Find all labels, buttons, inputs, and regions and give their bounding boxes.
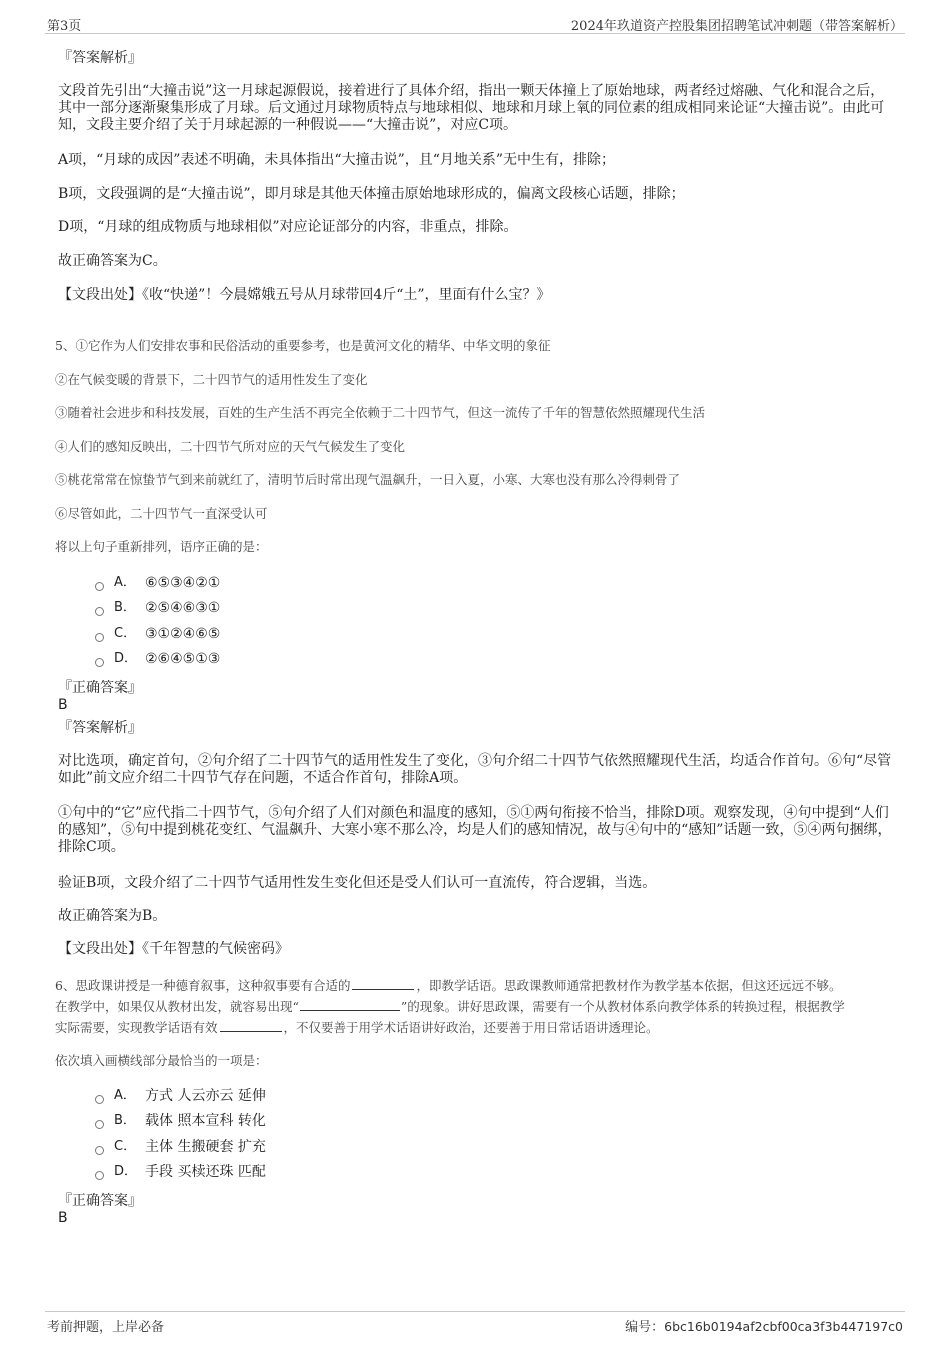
q4-source: 【文段出处】《收“快递”！今晨嫦娥五号从月球带回4斤“土”，里面有什么宝？》 xyxy=(58,287,551,303)
radio-icon[interactable] xyxy=(95,1146,104,1155)
q6-stem-line-1: 6、思政课讲授是一种德育叙事，这种叙事要有合适的 ，即教学话语。思政课教师通常把教材作为教学基本依据，但这还远远不够。 xyxy=(55,978,842,993)
q5-analysis-label: 『答案解析』 xyxy=(58,720,142,736)
document-title: 2024年玖道资产控股集团招聘笔试冲刺题（带答案解析） xyxy=(570,19,903,34)
q5-option-d[interactable] xyxy=(95,649,220,669)
option-text: 主体 生搬硬套 扩充 xyxy=(145,1139,266,1155)
q5-sentence-5: ⑤桃花常常在惊蛰节气到来前就红了，清明节后时常出现气温飙升，一日入夏，小寒、大寒也没有那么冷得刺骨了 xyxy=(55,472,681,487)
q6-blank-3 xyxy=(220,1019,282,1032)
option-letter: C． xyxy=(114,626,137,641)
footer-divider xyxy=(45,1311,905,1312)
q5-option-b[interactable] xyxy=(95,598,220,618)
option-text: 方式 人云亦云 延伸 xyxy=(145,1088,266,1104)
footer-slogan: 考前押题，上岸必备 xyxy=(47,1320,165,1335)
option-letter: B． xyxy=(114,1113,136,1128)
q4-analysis-paragraph: 文段首先引出“大撞击说”这一月球起源假说，接着进行了具体介绍，指出一颗天体撞上了原始地球，两者经过熔融、气化和混合之后，其中一部分逐渐聚集形成了月球。后文通过月球物质特点与地球相似、地球和月球上氧的同位素的组成相同来论证“大撞击说”。由此可知，文段主要介绍了关于月球起源的一种假说——“大撞击说”，对应C项。 xyxy=(58,83,885,133)
footer-code xyxy=(625,1316,903,1335)
option-letter: A． xyxy=(114,575,136,590)
option-letter: C． xyxy=(114,1139,137,1154)
q6-answer-label: 『正确答案』 xyxy=(58,1193,142,1209)
q4-analysis-option-b: B项，文段强调的是“大撞击说”，即月球是其他天体撞击原始地球形成的，偏离文段核心话题，排除； xyxy=(58,186,685,202)
q6-option-b[interactable] xyxy=(95,1111,266,1131)
q6-option-c[interactable] xyxy=(95,1137,266,1157)
q5-option-c[interactable] xyxy=(95,624,220,644)
option-text: ②⑥④⑤①③ xyxy=(145,651,221,667)
option-text: 手段 买椟还珠 匹配 xyxy=(145,1164,266,1180)
page-number: 第3页 xyxy=(47,19,82,34)
q5-source: 【文段出处】《千年智慧的气候密码》 xyxy=(58,941,289,957)
q5-analysis-paragraph-1: 对比选项，确定首句，②句介绍了二十四节气的适用性发生了变化，③句介绍二十四节气依然照耀现代生活，均适合作首句。⑥句“尽管如此”前文应介绍二十四节气存在问题，不适合作首句，排除A项。 xyxy=(58,753,892,786)
option-letter: B． xyxy=(114,600,136,615)
option-letter: D． xyxy=(114,651,138,666)
radio-icon[interactable] xyxy=(95,1120,104,1129)
q4-analysis-label: 『答案解析』 xyxy=(58,50,142,66)
radio-icon[interactable] xyxy=(95,1095,104,1104)
q5-answer-label: 『正确答案』 xyxy=(58,680,142,696)
q4-analysis-option-a: A项，“月球的成因”表述不明确，未具体指出“大撞击说”，且“月地关系”无中生有，排除； xyxy=(58,152,616,168)
radio-icon[interactable] xyxy=(95,582,104,591)
q5-sentence-4: ④人们的感知反映出，二十四节气所对应的天气气候发生了变化 xyxy=(55,439,406,454)
footer-code-value: 6bc16b0194af2cbf00ca3f3b447197c0 xyxy=(664,1319,903,1334)
option-letter: D． xyxy=(114,1164,138,1179)
q6-blank-2 xyxy=(300,998,400,1011)
q6-option-d[interactable] xyxy=(95,1162,266,1182)
radio-icon[interactable] xyxy=(95,633,104,642)
q4-analysis-option-d: D项，“月球的组成物质与地球相似”对应论证部分的内容，非重点，排除。 xyxy=(58,219,518,235)
q5-option-a[interactable] xyxy=(95,573,220,593)
q5-prompt: 将以上句子重新排列，语序正确的是： xyxy=(55,539,268,554)
radio-icon[interactable] xyxy=(95,1171,104,1180)
q5-conclusion: 故正确答案为B。 xyxy=(58,908,167,924)
q5-sentence-6: ⑥尽管如此，二十四节气一直深受认可 xyxy=(55,506,268,521)
q5-analysis-paragraph-3: 验证B项，文段介绍了二十四节气适用性发生变化但还是受人们认可一直流传，符合逻辑，当选。 xyxy=(58,875,657,891)
q5-sentence-1: 5、①它作为人们安排农事和民俗活动的重要参考，也是黄河文化的精华、中华文明的象征 xyxy=(55,338,551,353)
q6-answer: B xyxy=(58,1210,68,1226)
option-letter: A． xyxy=(114,1088,136,1103)
option-text: 载体 照本宣科 转化 xyxy=(145,1113,266,1129)
header-divider xyxy=(45,33,905,34)
q5-analysis-paragraph-2: ①句中的“它”应代指二十四节气，⑤句介绍了人们对颜色和温度的感知，⑤①两句衔接不恰当，排除D项。观察发现，④句中提到“人们的感知”，⑤句中提到桃花变红、气温飙升、大寒小寒不那么冷，均是人们的感知情况，故与④句中的“感知”话题一致，⑤④两句捆绑，排除C项。 xyxy=(58,805,892,855)
option-text: ③①②④⑥⑤ xyxy=(145,626,221,642)
radio-icon[interactable] xyxy=(95,607,104,616)
option-text: ⑥⑤③④②① xyxy=(145,575,221,591)
q6-prompt: 依次填入画横线部分最恰当的一项是： xyxy=(55,1053,268,1068)
q4-conclusion: 故正确答案为C。 xyxy=(58,253,167,269)
q6-stem-line-2: 在教学中，如果仅从教材出发，就容易出现“ ”的现象。讲好思政课，需要有一个从教材体系向教学体系的转换过程，根据教学 xyxy=(55,999,845,1014)
option-text: ②⑤④⑥③① xyxy=(145,600,221,616)
q5-sentence-2: ②在气候变暖的背景下，二十四节气的适用性发生了变化 xyxy=(55,372,368,387)
radio-icon[interactable] xyxy=(95,658,104,667)
q5-sentence-3: ③随着社会进步和科技发展，百姓的生产生活不再完全依赖于二十四节气，但这一流传了千年的智慧依然照耀现代生活 xyxy=(55,405,706,420)
q6-blank-1 xyxy=(352,977,414,990)
footer-code-label: 编号： xyxy=(625,1320,665,1335)
q5-answer: B xyxy=(58,697,68,713)
q6-stem-line-3: 实际需要，实现教学话语有效 ，不仅要善于用学术话语讲好政治，还要善于用日常话语讲透理论。 xyxy=(55,1020,659,1035)
q6-option-a[interactable] xyxy=(95,1086,266,1106)
